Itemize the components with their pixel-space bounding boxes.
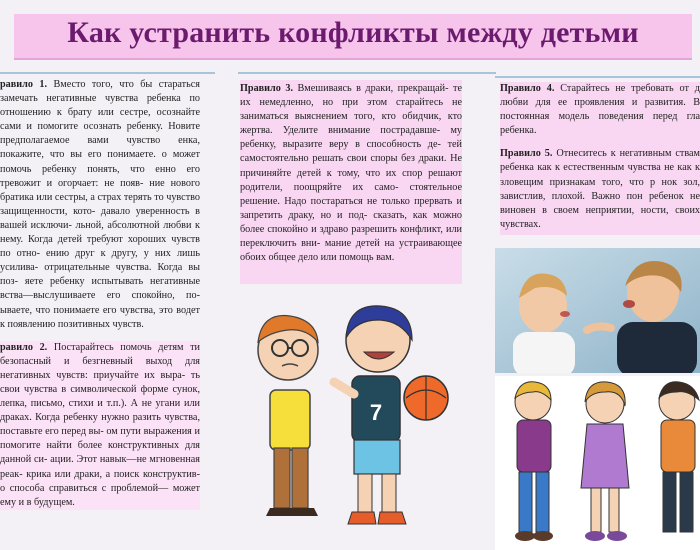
- rule-5-text: Отнеситесь к негативным ствам ребенка как к естественным чувства не как к зловещим признакам того, что р нок зол, завистлив, плохой. Важно пон ребенок не виновен в своем неприятии, ности, своих чувствах.: [500, 148, 700, 230]
- illustration-three-kids: [495, 376, 700, 550]
- boy-with-ball: [334, 306, 448, 524]
- rule-4-heading: Правило 4.: [500, 83, 555, 94]
- illustration-two-boys: [230, 298, 470, 548]
- title-banner: [14, 14, 692, 58]
- rule-2-heading: равило 2.: [0, 341, 48, 353]
- rule-3-paragraph: [240, 82, 462, 265]
- divider-line: [238, 72, 496, 74]
- rule-1-heading: равило 1.: [0, 79, 48, 90]
- column-rules-4-5: [500, 82, 700, 235]
- column-rule-3: [240, 80, 462, 284]
- jersey-number: 7: [369, 400, 383, 425]
- rule-3-heading: Правило 3.: [240, 83, 294, 94]
- page-title: Как устранить конфликты между детьми: [67, 16, 639, 49]
- rule-4-text: Старайтесь не требовать от д любви для ее проявления и развития. В постоянная модель поведения перед гла ребенка.: [500, 83, 700, 137]
- rule-2-paragraph: [0, 341, 200, 510]
- rule-4-paragraph: [500, 82, 700, 138]
- rule-1-paragraph: [0, 78, 200, 332]
- boy-with-glasses: [258, 316, 318, 516]
- rule-5-paragraph: [500, 147, 700, 232]
- rule-3-text: Вмешиваясь в драки, прекращай- те их немедленно, но при этом старайтесь не заниматься выяснением того, кто обидчик, кто жертва. Уделите внимание пострадавше- му ребенку, выразите веру в способность де- тей самостоятельно решать свои споры без драки. Не причиняйте детей к тому, что их спор решают родители, поощряйте их само- стоятельное решение. Надо постараться не только прервать и запретить драку, но и под- сказать, как можно более спокойно и здраво разрешить конфликт, или переключить вни- мание детей на устраивающее обоих общее дело или помощь вам.: [240, 83, 462, 264]
- divider-line: [0, 72, 215, 74]
- photo-boys-arguing: [495, 248, 700, 373]
- rule-5-heading: Правило 5.: [500, 148, 553, 160]
- column-rules-1-2: [0, 78, 200, 548]
- rule-2-text: Постарайтесь помочь детям ти безопасный и безгневный выход для негативных чувств: приучайте их выра- ть свои чувства в символической форме сунок, лепка, письмо, стихи и т.п.). А не угани или драках. Когда ребенку нужно разить чувства, поставьте его перед вы- ом пути выражения и помогите найти более конструктивных для данной си- ации. Этот навык—не мгновенная реак- крика или драки, а поиск конструктив- о способа справиться с проблемой— может ему и в будущем.: [0, 341, 200, 508]
- divider-line: [495, 76, 700, 78]
- rule-1-text: Вместо того, что бы стараться замечать негативные чувства ребенка по отношению к брату или сестре, осознайте сами и помогите осознать ребенку. Новите предполагаемое вами чувство енка, покажите, что вы его понимаете. о может помочь ребенку понять, что енно его тревожит и огорчает: не появ- ние нового братика или сестры, а страх терять то чувство защищенности, кото- давало уверенность в вашей исключи- льной, абсолютной любви к нему. Когда детей требуют хороших чувств по отно- ению друг к другу, у них лишь усилива- отрицательные чувства. Когда вы поз- яете ребенку испытывать негативные вства—выслушиваете его спокойно, по- ываете, что понимаете его чувства, это водет к появлению позитивных чувств.: [0, 79, 200, 330]
